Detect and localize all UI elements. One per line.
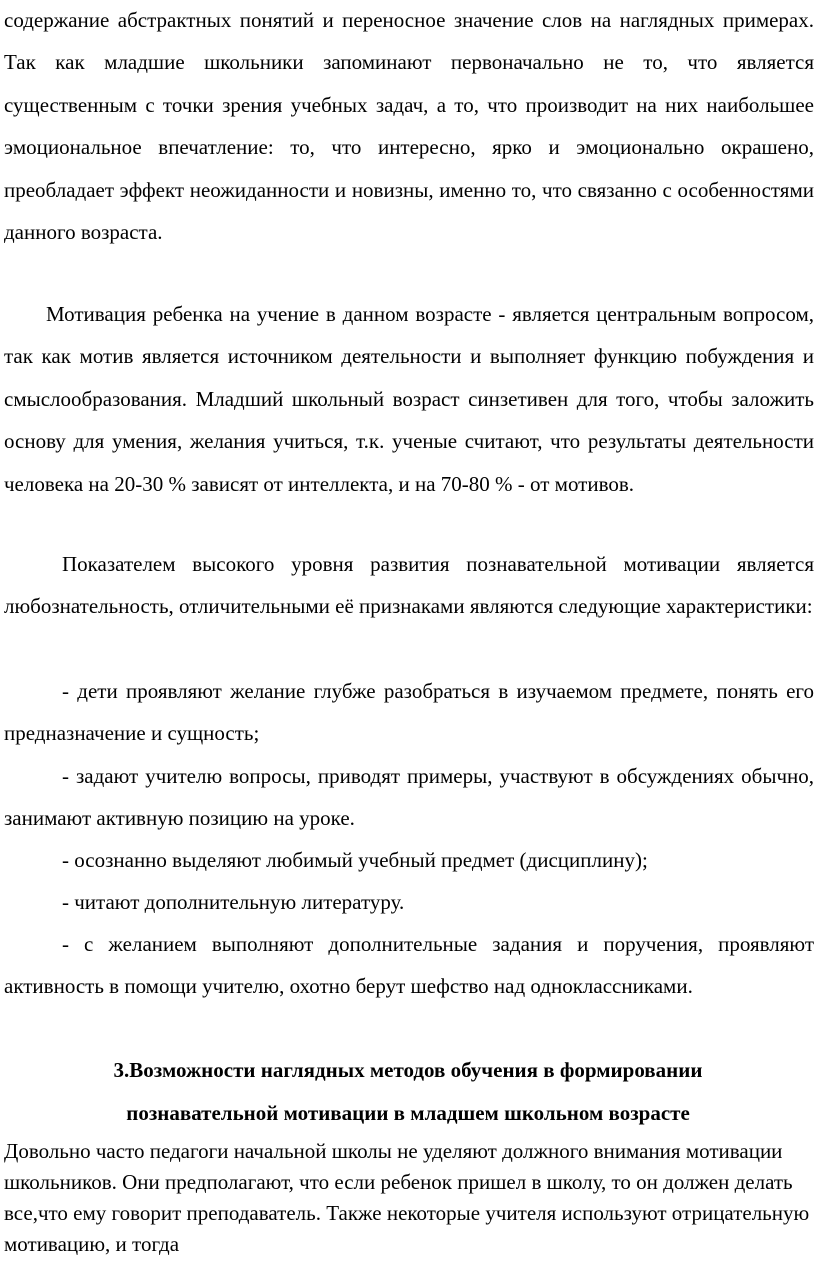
paragraph-motivation: Мотивация ребенка на учение в данном возрасте - является центральным вопросом, так как мотив является источником деятельности и выполняет функцию побуждения и смыслообразования. Младший школьный возраст синзетивен для того, чтобы заложить основу для умения, желания учиться, т.к. ученые считают, что результаты деятельности человека на 20-30 % зависят от интеллекта, и на 70-80 % - от мотивов.	[4, 302, 814, 496]
list-item: - осознанно выделяют любимый учебный предмет (дисциплину);	[62, 848, 648, 872]
list-item: - задают учителю вопросы, приводят примеры, участвуют в обсуждениях обычно, занимают активную позицию на уроке.	[4, 764, 814, 831]
list-item: - читают дополнительную литературу.	[62, 890, 405, 914]
paragraph-indicator: Показателем высокого уровня развития познавательной мотивации является любознательность, отличительными её признаками являются следующие характеристики:	[4, 552, 814, 619]
list-item: - дети проявляют желание глубже разобраться в изучаемом предмете, понять его предназначение и сущность;	[4, 679, 814, 746]
paragraph-final: Довольно часто педагоги начальной школы не уделяют должного внимания мотивации школьников. Они предполагают, что если ребенок пришел в школу, то он должен делать все,что ему говорит преподаватель. Также некоторые учителя используют отрицательную мотивацию, и тогда	[4, 1139, 810, 1256]
list-item: - с желанием выполняют дополнительные задания и поручения, проявляют активность в помощи учителю, охотно берут шефство над одноклассниками.	[4, 932, 814, 999]
paragraph-intro: содержание абстрактных понятий и переносное значение слов на наглядных примерах. Так как младшие школьники запоминают первоначально не то, что является существенным с точки зрения учебных задач, а то, что производит на них наибольшее эмоциональное впечатление: то, что интересно, ярко и эмоционально окрашено, преобладает эффект неожиданности и новизны, именно то, что связанно с особенностями данного возраста.	[4, 8, 814, 245]
section-heading-line-1: 3.Возможности наглядных методов обучения в формировании	[113, 1058, 703, 1082]
section-heading-line-2: познавательной мотивации в младшем школьном возрасте	[126, 1101, 690, 1125]
